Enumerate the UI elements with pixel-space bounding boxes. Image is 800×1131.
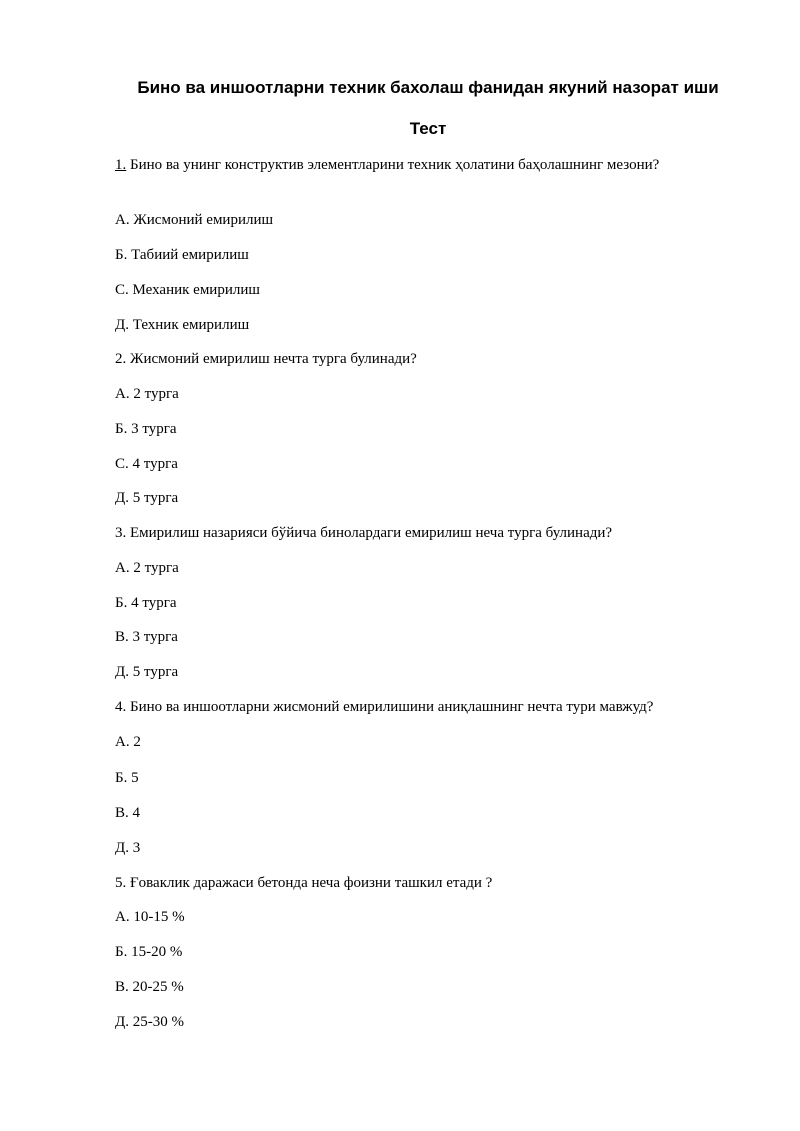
question-4-option-d: Д. 3 — [115, 840, 141, 856]
question-1-option-c: С. Механик емирилиш — [115, 282, 260, 298]
question-3-option-d: Д. 5 турга — [115, 664, 179, 680]
question-1-option-d: Д. Техник емирилиш — [115, 317, 250, 333]
question-1-text: Бино ва унинг конструктив элементларини техник ҳолатини баҳолашнинг мезони? — [126, 157, 660, 173]
question-2-option-b: Б. 3 турга — [115, 421, 177, 437]
question-4-option-c: В. 4 — [115, 805, 141, 821]
question-5-option-a: А. 10-15 % — [115, 909, 185, 925]
document-title: Бино ва иншоотларни техник бахолаш фанидан якуний назорат иши — [137, 78, 719, 97]
question-3: 3. Емирилиш назарияси бўйича бинолардаги емирилиш неча турга булинади? — [115, 525, 613, 541]
question-4: 4. Бино ва иншоотларни жисмоний емирилишини аниқлашнинг нечта тури мавжуд? — [115, 699, 654, 715]
question-5-option-b: Б. 15-20 % — [115, 944, 183, 960]
question-4-option-a: А. 2 — [115, 734, 141, 750]
question-3-option-b: Б. 4 турга — [115, 595, 177, 611]
question-1-option-a: А. Жисмоний емирилиш — [115, 212, 274, 228]
question-1-option-b: Б. Табиий емирилиш — [115, 247, 249, 263]
question-5: 5. Ғоваклик даражаси бетонда неча фоизни ташкил етади ? — [115, 875, 493, 891]
question-1-number: 1. — [115, 157, 127, 173]
question-4-option-b: Б. 5 — [115, 770, 139, 786]
question-2-option-a: А. 2 турга — [115, 386, 179, 402]
question-2: 2. Жисмоний емирилиш нечта турга булинади? — [115, 351, 417, 367]
question-2-option-c: С. 4 турга — [115, 456, 178, 472]
question-3-option-c: В. 3 турга — [115, 629, 178, 645]
question-5-option-d: Д. 25-30 % — [115, 1014, 184, 1030]
question-2-option-d: Д. 5 турга — [115, 490, 179, 506]
question-1 — [115, 156, 675, 175]
document-subtitle: Тест — [409, 119, 447, 138]
question-5-option-c: В. 20-25 % — [115, 979, 184, 995]
question-3-option-a: А. 2 турга — [115, 560, 179, 576]
